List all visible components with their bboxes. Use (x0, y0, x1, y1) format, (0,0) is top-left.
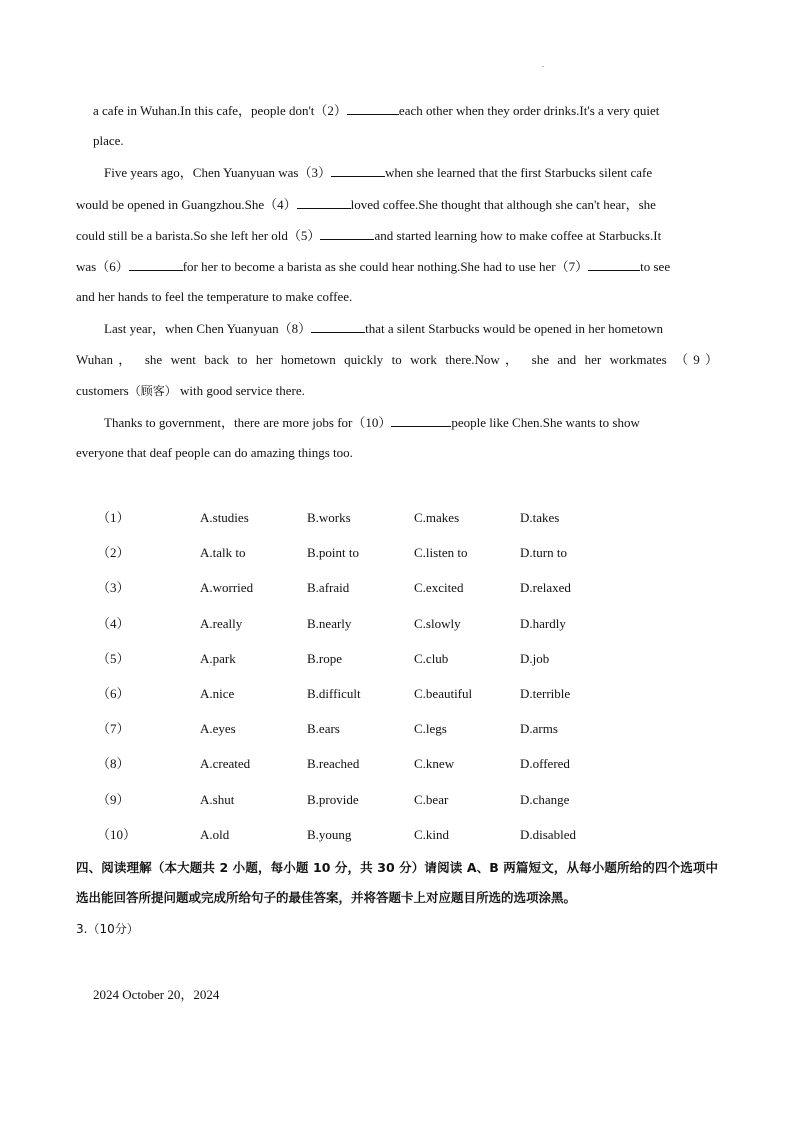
blank-5[interactable] (320, 227, 374, 240)
passage-gloss: （顾客） (128, 384, 177, 398)
option-d[interactable]: D.job (520, 651, 550, 666)
question-number: （9） (97, 792, 130, 807)
option-c[interactable]: C.beautiful (414, 686, 473, 701)
option-row (0, 615, 794, 633)
passage-text: place. (93, 133, 124, 148)
question-number: （8） (97, 756, 130, 771)
question-number: （2） (97, 545, 130, 560)
passage-line (93, 102, 659, 119)
question-number: （6） (97, 686, 130, 701)
option-b[interactable]: B.reached (307, 756, 360, 771)
option-c[interactable]: C.knew (414, 756, 455, 771)
option-row (0, 509, 794, 527)
option-row (0, 755, 794, 773)
option-d[interactable]: D.arms (520, 721, 558, 736)
option-row (0, 826, 794, 844)
passage-line (76, 352, 718, 368)
question-label: 3.（10分） (76, 922, 139, 936)
option-b[interactable]: B.ears (307, 721, 340, 736)
passage-text: customers (76, 383, 129, 398)
option-a[interactable]: A.worried (200, 580, 254, 595)
option-row (0, 650, 794, 668)
passage-line (76, 227, 661, 244)
passage-line (104, 320, 663, 337)
passage-line (76, 383, 305, 399)
option-b[interactable]: B.rope (307, 651, 343, 666)
option-c[interactable]: C.legs (414, 721, 447, 736)
option-c[interactable]: C.slowly (414, 616, 461, 631)
passage-text: Thanks to government，there are more jobs for（10） (104, 415, 392, 430)
option-b[interactable]: B.works (307, 510, 351, 525)
blank-4[interactable] (297, 196, 351, 209)
passage-text: for her to become a barista as she could hear nothing.She had to use her（7） (182, 259, 589, 274)
passage-line (93, 133, 124, 149)
option-a[interactable]: A.talk to (200, 545, 246, 560)
question-number: （1） (97, 510, 130, 525)
option-d[interactable]: D.change (520, 792, 570, 807)
question-number: （4） (97, 616, 130, 631)
option-d[interactable]: D.offered (520, 756, 570, 771)
blank-10[interactable] (391, 414, 451, 427)
passage-text: was（6） (76, 259, 129, 274)
passage-text: loved coffee.She thought that although she can't hear，she (350, 197, 656, 212)
blank-2[interactable] (347, 102, 399, 115)
option-c[interactable]: C.club (414, 651, 449, 666)
passage-line (76, 445, 353, 461)
passage-text: a cafe in Wuhan.In this cafe，people don't（2） (93, 103, 347, 118)
option-b[interactable]: B.afraid (307, 580, 350, 595)
passage-text: everyone that deaf people can do amazing things too. (76, 445, 353, 460)
passage-text: with good service there. (176, 383, 305, 398)
option-d[interactable]: D.hardly (520, 616, 566, 631)
section-heading: 四、阅读理解（本大题共 2 小题，每小题 10 分，共 30 分）请阅读 A、B 两篇短文，从每小题所给的四个选项中选出能回答所提问题或完成所给句子的最佳答案，并将答题卡上对应题目所选的选项涂黑。 (76, 860, 718, 905)
passage-line (76, 258, 670, 275)
passage-text: would be opened in Guangzhou.She（4） (76, 197, 297, 212)
option-row (0, 544, 794, 562)
passage-text: that a silent Starbucks would be opened in her hometown (365, 321, 663, 336)
passage-line (104, 414, 640, 431)
blank-8[interactable] (311, 320, 365, 333)
option-row (0, 685, 794, 703)
option-c[interactable]: C.kind (414, 827, 450, 842)
passage-text: Wuhan， she went back to her hometown quickly to work there.Now， she and her workmates （9） (76, 352, 718, 367)
option-b[interactable]: B.difficult (307, 686, 361, 701)
option-row (0, 579, 794, 597)
passage-text: Five years ago，Chen Yuanyuan was（3） (104, 165, 331, 180)
option-d[interactable]: D.terrible (520, 686, 571, 701)
passage-text: to see (640, 259, 671, 274)
option-b[interactable]: B.provide (307, 792, 359, 807)
question-number: （3） (97, 580, 130, 595)
option-c[interactable]: C.listen to (414, 545, 468, 560)
option-c[interactable]: C.excited (414, 580, 464, 595)
passage-line (76, 289, 352, 305)
option-d[interactable]: D.takes (520, 510, 560, 525)
option-b[interactable]: B.point to (307, 545, 360, 560)
passage-text: when she learned that the first Starbucks silent cafe (384, 165, 653, 180)
passage-text: and started learning how to make coffee at Starbucks.It (374, 228, 662, 243)
passage-text: and her hands to feel the temperature to make coffee. (76, 289, 353, 304)
option-a[interactable]: A.old (200, 827, 230, 842)
blank-6[interactable] (129, 258, 183, 271)
option-a[interactable]: A.studies (200, 510, 249, 525)
question-number: （10） (97, 827, 137, 842)
option-a[interactable]: A.shut (200, 792, 235, 807)
blank-7[interactable] (588, 258, 640, 271)
option-a[interactable]: A.created (200, 756, 251, 771)
question-number: （5） (97, 651, 130, 666)
blank-3[interactable] (331, 164, 385, 177)
passage-line (104, 164, 652, 181)
option-b[interactable]: B.nearly (307, 616, 352, 631)
passage-text: could still be a barista.So she left her old（5） (76, 228, 321, 243)
option-a[interactable]: A.park (200, 651, 236, 666)
passage-text: each other when they order drinks.It's a very quiet (398, 103, 660, 118)
option-d[interactable]: D.turn to (520, 545, 567, 560)
option-b[interactable]: B.young (307, 827, 352, 842)
option-row (0, 720, 794, 738)
option-a[interactable]: A.nice (200, 686, 235, 701)
question-number: （7） (97, 721, 130, 736)
option-c[interactable]: C.makes (414, 510, 460, 525)
option-a[interactable]: A.eyes (200, 721, 236, 736)
passage-text: people like Chen.She wants to show (451, 415, 640, 430)
option-a[interactable]: A.really (200, 616, 243, 631)
option-row (0, 791, 794, 809)
header-mark: . (542, 60, 544, 69)
option-c[interactable]: C.bear (414, 792, 449, 807)
passage-line (76, 196, 656, 213)
option-d[interactable]: D.relaxed (520, 580, 571, 595)
date-line: 2024 October 20，2024 (93, 987, 220, 1002)
option-d[interactable]: D.disabled (520, 827, 576, 842)
passage-text: Last year，when Chen Yuanyuan（8） (104, 321, 312, 336)
